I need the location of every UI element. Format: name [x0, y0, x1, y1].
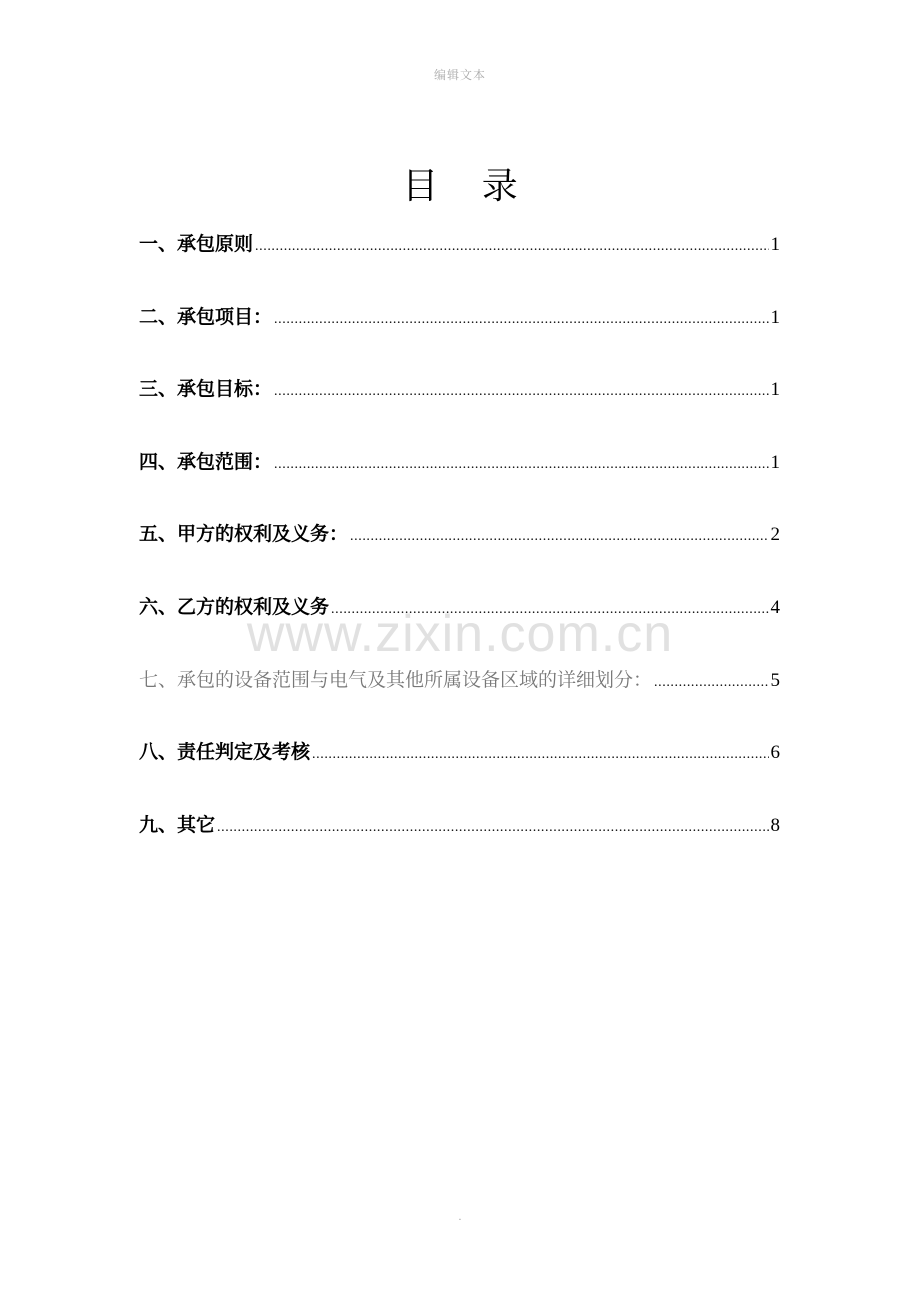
toc-entry-2[interactable]: [139, 301, 780, 374]
toc-entry-page: 1: [770, 379, 780, 401]
toc-entry-page: 1: [770, 451, 780, 473]
toc-entry-page: 1: [770, 306, 780, 328]
toc-entry-label: 六、乙方的权利及义务: [139, 595, 330, 618]
table-of-contents: [139, 228, 780, 881]
toc-entry-8[interactable]: [139, 736, 780, 809]
toc-entry-6[interactable]: [139, 591, 780, 664]
dot-leader: [350, 521, 768, 553]
page-header: 编辑文本: [433, 68, 486, 82]
toc-entry-page: 1: [770, 234, 780, 255]
dot-leader: [274, 449, 768, 481]
toc-entry-label: 一、承包原则: [139, 233, 254, 255]
toc-entry-3[interactable]: [139, 373, 780, 446]
toc-entry-9[interactable]: [139, 809, 780, 882]
toc-entry-1[interactable]: [139, 228, 780, 301]
toc-entry-page: 6: [770, 742, 780, 764]
dot-leader: [255, 231, 768, 263]
toc-entry-label: 八、责任判定及考核: [139, 741, 311, 764]
page-footer: .: [458, 1212, 462, 1223]
dot-leader: [312, 739, 768, 771]
dot-leader: [331, 594, 768, 626]
dot-leader: [274, 376, 768, 408]
document-title: 目 录: [402, 166, 534, 207]
toc-entry-page: 8: [770, 814, 780, 836]
dot-leader: [274, 304, 768, 336]
toc-entry-5[interactable]: [139, 518, 780, 591]
toc-entry-page: 4: [770, 596, 780, 618]
toc-entry-page: 5: [770, 669, 780, 691]
toc-entry-7[interactable]: [139, 664, 780, 737]
toc-entry-label: 三、承包目标：: [139, 378, 273, 401]
toc-entry-label: 五、甲方的权利及义务：: [139, 523, 349, 546]
toc-entry-label: 二、承包项目：: [139, 305, 273, 328]
toc-entry-label: 七、承包的设备范围与电气及其他所属设备区域的详细划分：: [139, 668, 653, 691]
toc-entry-label: 四、承包范围：: [139, 450, 273, 473]
watermark: www.zixin.com.cn: [246, 605, 674, 663]
toc-entry-label: 九、其它: [139, 813, 216, 836]
toc-entry-4[interactable]: [139, 446, 780, 519]
dot-leader: [654, 667, 768, 699]
dot-leader: [217, 812, 768, 844]
toc-entry-page: 2: [770, 524, 780, 546]
